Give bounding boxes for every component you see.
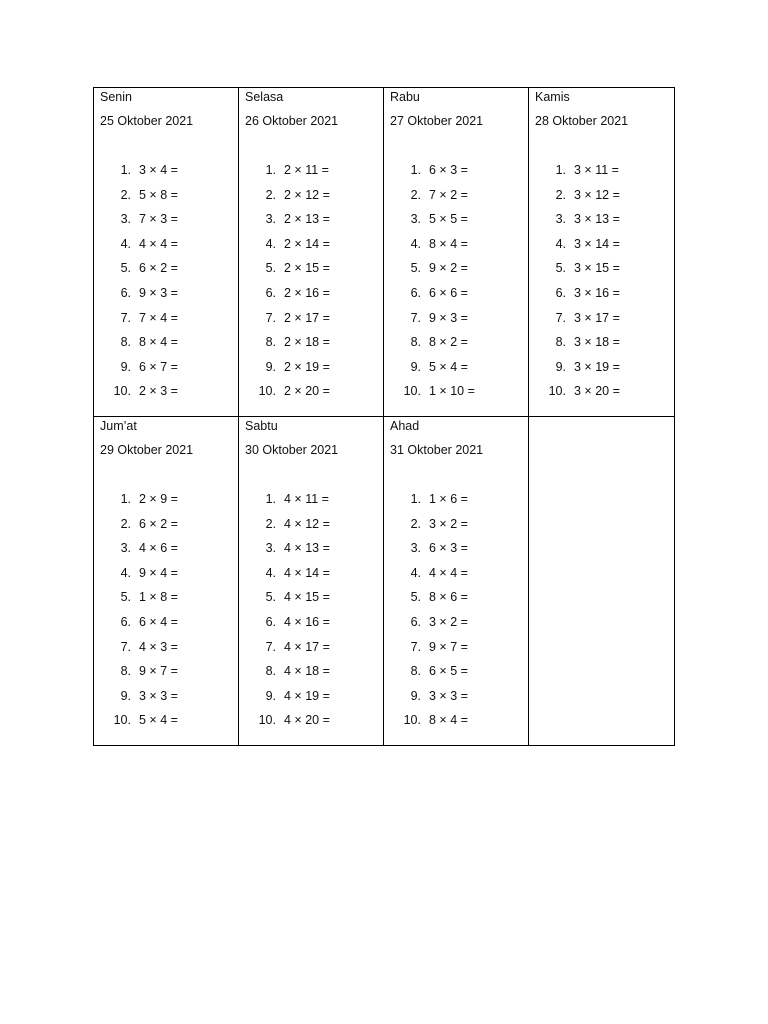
problem-expression: 2 × 13 = (284, 212, 330, 227)
problem-item (245, 516, 383, 541)
problem-item (245, 614, 383, 639)
problem-expression: 8 × 4 = (429, 713, 468, 728)
day-cell (239, 417, 384, 745)
day-cell (384, 88, 529, 417)
problem-number: 2. (265, 516, 276, 531)
problem-expression: 2 × 15 = (284, 261, 330, 276)
problem-item (390, 162, 528, 187)
problem-item (100, 565, 238, 590)
problem-item (390, 688, 528, 713)
problem-expression: 3 × 16 = (574, 285, 620, 300)
problem-expression: 3 × 3 = (429, 688, 468, 703)
problem-item (245, 211, 383, 236)
problem-expression: 4 × 17 = (284, 639, 330, 654)
problem-expression: 4 × 4 = (429, 565, 468, 580)
day-name: Ahad (390, 419, 420, 433)
problem-list (535, 162, 674, 408)
problem-number: 9. (410, 688, 421, 703)
problem-number: 2. (410, 516, 421, 531)
problem-item (390, 663, 528, 688)
problem-expression: 4 × 13 = (284, 541, 330, 556)
problem-item (390, 260, 528, 285)
day-name: Rabu (390, 90, 420, 104)
problem-item (245, 491, 383, 516)
day-date: 25 Oktober 2021 (100, 114, 194, 128)
problem-expression: 9 × 3 = (429, 310, 468, 325)
problem-number: 1. (265, 492, 276, 506)
empty-cell (529, 417, 674, 745)
problem-expression: 9 × 2 = (429, 261, 468, 276)
problem-item (245, 260, 383, 285)
problem-number: 1. (410, 492, 421, 506)
problem-item (245, 310, 383, 335)
problem-item (100, 639, 238, 664)
problem-number: 8. (265, 335, 276, 350)
problem-number: 3. (120, 212, 131, 227)
problem-expression: 6 × 3 = (429, 163, 468, 177)
problem-number: 9. (120, 359, 131, 374)
problem-number: 5. (265, 261, 276, 276)
problem-list (100, 491, 238, 737)
problem-expression: 2 × 12 = (284, 187, 330, 202)
problem-number: 6. (555, 285, 566, 300)
problem-item (390, 639, 528, 664)
problem-expression: 3 × 2 = (429, 614, 468, 629)
problem-item (535, 260, 674, 285)
problem-item (100, 589, 238, 614)
problem-number: 2. (410, 187, 421, 202)
problem-expression: 2 × 14 = (284, 236, 330, 251)
problem-item (245, 162, 383, 187)
day-date: 30 Oktober 2021 (245, 443, 339, 457)
problem-number: 9. (265, 688, 276, 703)
problem-expression: 3 × 11 = (574, 163, 619, 177)
problem-item (245, 236, 383, 261)
problem-number: 6. (410, 614, 421, 629)
problem-number: 7. (265, 310, 276, 325)
problem-number: 2. (555, 187, 566, 202)
problem-number: 8. (265, 664, 276, 679)
day-cell (94, 88, 239, 417)
problem-item (245, 187, 383, 212)
problem-number: 8. (555, 335, 566, 350)
problem-item (535, 187, 674, 212)
problem-number: 4. (410, 565, 421, 580)
problem-number: 10. (113, 713, 131, 728)
problem-number: 6. (265, 614, 276, 629)
problem-number: 7. (410, 639, 421, 654)
problem-number: 5. (120, 590, 131, 605)
problem-expression: 3 × 19 = (574, 359, 620, 374)
problem-expression: 3 × 14 = (574, 236, 620, 251)
problem-number: 8. (410, 335, 421, 350)
problem-expression: 2 × 16 = (284, 285, 330, 300)
problem-item (245, 639, 383, 664)
problem-item (100, 516, 238, 541)
problem-item (100, 663, 238, 688)
problem-number: 6. (120, 285, 131, 300)
problem-item (245, 285, 383, 310)
problem-expression: 4 × 14 = (284, 565, 330, 580)
problem-expression: 7 × 2 = (429, 187, 468, 202)
problem-item (100, 211, 238, 236)
problem-number: 10. (258, 713, 276, 728)
problem-item (535, 285, 674, 310)
problem-expression: 3 × 4 = (139, 163, 178, 177)
problem-list (245, 491, 383, 737)
problem-number: 5. (120, 261, 131, 276)
problem-expression: 6 × 2 = (139, 261, 178, 276)
problem-expression: 5 × 4 = (139, 713, 178, 728)
day-name: Selasa (245, 90, 284, 104)
problem-list (100, 162, 238, 408)
problem-item (245, 334, 383, 359)
problem-expression: 7 × 3 = (139, 212, 178, 227)
problem-item (390, 211, 528, 236)
problem-expression: 4 × 12 = (284, 516, 330, 531)
problem-expression: 3 × 18 = (574, 335, 620, 350)
problem-item (390, 712, 528, 737)
problem-expression: 2 × 3 = (139, 384, 178, 399)
problem-item (100, 162, 238, 187)
problem-item (535, 236, 674, 261)
problem-item (100, 491, 238, 516)
problem-item (390, 310, 528, 335)
problem-number: 3. (410, 212, 421, 227)
problem-expression: 3 × 12 = (574, 187, 620, 202)
problem-expression: 1 × 10 = (429, 384, 475, 399)
problem-item (245, 565, 383, 590)
day-name: Jum’at (100, 419, 137, 433)
problem-expression: 2 × 17 = (284, 310, 330, 325)
problem-number: 7. (555, 310, 566, 325)
problem-number: 10. (403, 713, 421, 728)
problem-expression: 4 × 3 = (139, 639, 178, 654)
problem-expression: 6 × 6 = (429, 285, 468, 300)
problem-expression: 5 × 4 = (429, 359, 468, 374)
day-date: 26 Oktober 2021 (245, 114, 339, 128)
problem-number: 7. (120, 639, 131, 654)
problem-item (390, 516, 528, 541)
problem-expression: 5 × 8 = (139, 187, 178, 202)
problem-item (245, 688, 383, 713)
problem-number: 9. (120, 688, 131, 703)
day-cell (384, 417, 529, 745)
problem-number: 10. (548, 384, 566, 399)
problem-number: 3. (120, 541, 131, 556)
problem-item (100, 260, 238, 285)
problem-expression: 1 × 6 = (429, 492, 468, 506)
problem-item (390, 334, 528, 359)
problem-item (390, 540, 528, 565)
problem-number: 1. (410, 163, 421, 177)
problem-item (390, 589, 528, 614)
problem-number: 7. (265, 639, 276, 654)
problem-item (535, 383, 674, 408)
problem-item (390, 187, 528, 212)
problem-item (535, 162, 674, 187)
problem-expression: 2 × 18 = (284, 335, 330, 350)
problem-number: 3. (265, 212, 276, 227)
problem-number: 8. (410, 664, 421, 679)
problem-item (390, 491, 528, 516)
problem-expression: 4 × 16 = (284, 614, 330, 629)
problem-number: 6. (410, 285, 421, 300)
problem-number: 3. (410, 541, 421, 556)
problem-number: 2. (120, 516, 131, 531)
problem-list (245, 162, 383, 408)
problem-number: 9. (410, 359, 421, 374)
problem-number: 10. (113, 384, 131, 399)
problem-number: 4. (410, 236, 421, 251)
problem-expression: 2 × 11 = (284, 163, 329, 177)
problem-expression: 6 × 4 = (139, 614, 178, 629)
problem-number: 8. (120, 664, 131, 679)
problem-expression: 4 × 18 = (284, 664, 330, 679)
problem-number: 5. (410, 590, 421, 605)
problem-number: 10. (258, 384, 276, 399)
problem-item (535, 359, 674, 384)
problem-item (390, 565, 528, 590)
problem-number: 4. (265, 236, 276, 251)
problem-expression: 9 × 4 = (139, 565, 178, 580)
problem-expression: 8 × 4 = (429, 236, 468, 251)
problem-item (100, 712, 238, 737)
problem-number: 4. (265, 565, 276, 580)
problem-expression: 9 × 3 = (139, 285, 178, 300)
problem-expression: 4 × 6 = (139, 541, 178, 556)
problem-number: 2. (120, 187, 131, 202)
problem-expression: 6 × 3 = (429, 541, 468, 556)
problem-expression: 5 × 5 = (429, 212, 468, 227)
problem-item (100, 334, 238, 359)
problem-item (245, 589, 383, 614)
problem-item (390, 383, 528, 408)
problem-number: 2. (265, 187, 276, 202)
problem-number: 1. (265, 163, 276, 177)
problem-item (245, 540, 383, 565)
problem-item (245, 712, 383, 737)
problem-expression: 9 × 7 = (429, 639, 468, 654)
problem-number: 1. (120, 163, 131, 177)
problem-number: 5. (410, 261, 421, 276)
problem-number: 1. (120, 492, 131, 506)
problem-number: 7. (120, 310, 131, 325)
problem-number: 3. (555, 212, 566, 227)
problem-expression: 4 × 20 = (284, 713, 330, 728)
day-cell (529, 88, 674, 417)
problem-number: 4. (120, 565, 131, 580)
problem-item (100, 688, 238, 713)
problem-number: 4. (555, 236, 566, 251)
problem-expression: 8 × 6 = (429, 590, 468, 605)
problem-item (245, 383, 383, 408)
problem-number: 5. (265, 590, 276, 605)
day-name: Senin (100, 90, 132, 104)
day-name: Sabtu (245, 419, 278, 433)
problem-expression: 2 × 20 = (284, 384, 330, 399)
problem-expression: 4 × 15 = (284, 590, 330, 605)
problem-expression: 3 × 13 = (574, 212, 620, 227)
problem-expression: 4 × 4 = (139, 236, 178, 251)
problem-number: 1. (555, 163, 566, 177)
problem-number: 8. (120, 335, 131, 350)
problem-number: 6. (265, 285, 276, 300)
problem-item (390, 359, 528, 384)
problem-expression: 3 × 17 = (574, 310, 620, 325)
problem-number: 9. (555, 359, 566, 374)
problem-item (100, 236, 238, 261)
problem-item (535, 310, 674, 335)
problem-item (390, 285, 528, 310)
problem-list (390, 162, 528, 408)
problem-item (390, 614, 528, 639)
problem-item (100, 383, 238, 408)
problem-expression: 7 × 4 = (139, 310, 178, 325)
day-date: 29 Oktober 2021 (100, 443, 194, 457)
problem-expression: 4 × 11 = (284, 492, 329, 506)
problem-number: 5. (555, 261, 566, 276)
problem-expression: 3 × 2 = (429, 516, 468, 531)
problem-expression: 3 × 3 = (139, 688, 178, 703)
problem-expression: 8 × 4 = (139, 335, 178, 350)
problem-item (100, 187, 238, 212)
problem-expression: 6 × 7 = (139, 359, 178, 374)
problem-number: 4. (120, 236, 131, 251)
problem-expression: 1 × 8 = (139, 590, 178, 605)
problem-expression: 9 × 7 = (139, 664, 178, 679)
day-cell (94, 417, 239, 745)
problem-item (100, 614, 238, 639)
problem-item (245, 663, 383, 688)
problem-expression: 2 × 19 = (284, 359, 330, 374)
day-cell (239, 88, 384, 417)
problem-expression: 4 × 19 = (284, 688, 330, 703)
problem-item (390, 236, 528, 261)
day-date: 28 Oktober 2021 (535, 114, 629, 128)
problem-number: 10. (403, 384, 421, 399)
problem-expression: 3 × 20 = (574, 384, 620, 399)
problem-item (100, 359, 238, 384)
problem-expression: 8 × 2 = (429, 335, 468, 350)
problem-item (245, 359, 383, 384)
problem-expression: 2 × 9 = (139, 492, 178, 506)
problem-item (535, 211, 674, 236)
problem-item (100, 310, 238, 335)
worksheet-table (93, 87, 675, 746)
problem-expression: 6 × 2 = (139, 516, 178, 531)
problem-list (390, 491, 528, 737)
day-date: 27 Oktober 2021 (390, 114, 484, 128)
problem-number: 6. (120, 614, 131, 629)
problem-number: 3. (265, 541, 276, 556)
problem-number: 7. (410, 310, 421, 325)
problem-expression: 3 × 15 = (574, 261, 620, 276)
problem-item (535, 334, 674, 359)
problem-expression: 6 × 5 = (429, 664, 468, 679)
day-name: Kamis (535, 90, 570, 104)
day-date: 31 Oktober 2021 (390, 443, 484, 457)
problem-item (100, 285, 238, 310)
problem-item (100, 540, 238, 565)
problem-number: 9. (265, 359, 276, 374)
